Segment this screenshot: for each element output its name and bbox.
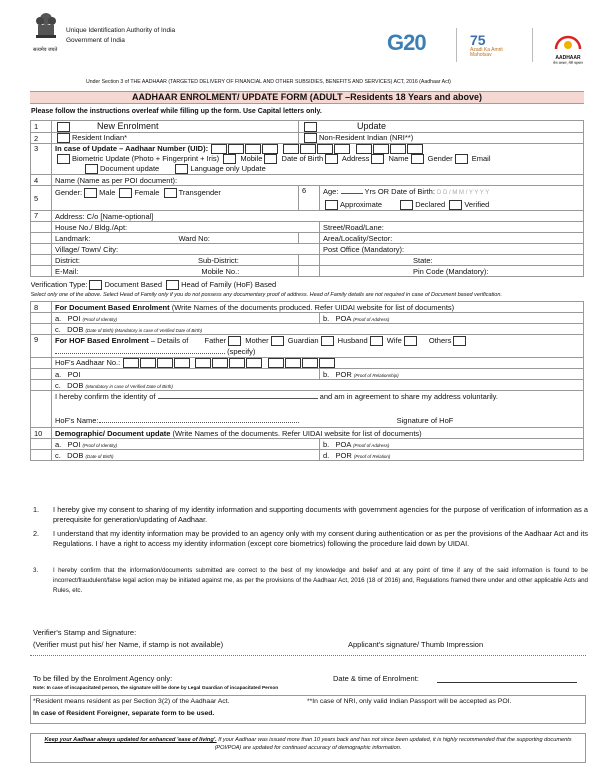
biometric-update-checkbox[interactable] — [57, 154, 70, 164]
new-enrolment-checkbox[interactable] — [57, 122, 70, 132]
applicant-signature[interactable]: Applicant's signature/ Thumb Impression — [348, 640, 484, 649]
language-update-checkbox[interactable] — [175, 164, 188, 174]
azadi-logo: 75 Azadi Ka Amrit Mahotsav — [470, 32, 503, 58]
approximate-checkbox[interactable] — [325, 200, 338, 210]
gender-update-checkbox[interactable] — [455, 154, 468, 164]
address-update-checkbox[interactable] — [371, 154, 384, 164]
org-gov: Government of India — [66, 37, 125, 44]
nri-note: **In case of NRI, only valid Indian Passport will be accepted as POI. — [307, 698, 512, 705]
document-update-checkbox[interactable] — [85, 164, 98, 174]
form-title: AADHAAR ENROLMENT/ UPDATE FORM (ADULT –Residents 18 Years and above) — [30, 91, 584, 104]
age-input[interactable] — [341, 193, 363, 194]
house-field[interactable]: House No./ Bldg./Apt: — [52, 222, 320, 233]
nri-checkbox[interactable] — [304, 133, 317, 143]
form-table: 1 New Enrolment Update 2 Resident Indian* Non-Resident Indian (NRI**) 3 In case of Update – Aadhaar Number (UID): Biometric Update (Photo + Fingerprint + Iris) Mobile Date of Birth Address Name Gender Email Document update Language only Update 4 Name (Name as per POI document): 5 Gender: Male Female Transgender 6 Age: Yrs OR Date of Birth: D D / M M / Y Y Y Y Approximate Declared Verified 7 Address: C/o [Name-optional] House No./ Bldg./Apt: Street/Road/Lane: Landmark: Ward No: Area/Locality/Sector: Village/ Town/ City: Post Office (Mandatory): District: Sub-District: State: E-Mail: Mobile No.: Pin Code (Mandatory): Verification Type: Document Based Head of Family (HoF) Based Select only one of the above. Select Head of Family only if you do not possess any documentary proof of address. Head of Family details are not required in case of Document based verification. 8 For Document Based Enrolment (Write Names of the documents produced. Refer UIDAI website for list of documents) a. POI (Proof of Identity) b. POA (Proof of Address) c. DOB (Date of Birth) (Mandatory in case of Verified Date of Birth) 9 For HOF Based Enrolment – Details of Father Mother Guardian Husband Wife Others (specify) HoF's Aadhaar No.: a. POI b. POR (Proof of Relationship) c. DOB (Mandatory in case of Verified Date of Birth) I hereby confirm the identity of and am in agreement to share my address voluntarily. HoF's Name: Signature of HoF 10 Demographic/ Document update (Write Names of the documents. Refer UIDAI website for list of documents) a. POI (Proof of Identity) b. POA (Proof of Address) c. DOB (Date of Birth) d. POR (Proof of Relation) — [30, 120, 584, 461]
name-update-checkbox[interactable] — [411, 154, 424, 164]
foreigner-note: In case of Resident Foreigner, separate form to be used. — [33, 710, 215, 717]
transgender-checkbox[interactable] — [164, 188, 177, 198]
verification-doc-checkbox[interactable] — [89, 280, 102, 290]
update-reminder: Keep your Aadhaar always updated for enhanced 'ease of living'. If your Aadhaar was issued more than 10 years back and has not since been updated, it is highly recommended that the supporting documents (POI/POA) are updated for continued accuracy of demographic information. — [30, 733, 586, 763]
husband-checkbox[interactable] — [370, 336, 383, 346]
declared-checkbox[interactable] — [400, 200, 413, 210]
incapacitated-note: Note: In case of incapacitated person, the signature will be done by Legal Guardian of incapacitated Person — [33, 686, 279, 691]
mother-checkbox[interactable] — [271, 336, 284, 346]
male-checkbox[interactable] — [84, 188, 97, 198]
notes-box — [30, 695, 586, 724]
date-time-label: Date & time of Enrolment: — [333, 674, 419, 683]
aadhaar-logo: AADHAAR मेरा आधार, मेरी पहचान — [546, 32, 590, 66]
org-name: Unique Identification Authority of India — [66, 27, 176, 34]
dob-input[interactable]: D D / M M / Y Y Y Y — [437, 190, 490, 197]
date-time-input[interactable] — [437, 682, 577, 683]
father-checkbox[interactable] — [228, 336, 241, 346]
update-checkbox[interactable] — [304, 122, 317, 132]
verification-hof-checkbox[interactable] — [166, 280, 179, 290]
name-field[interactable]: Name (Name as per POI document): — [52, 175, 584, 186]
act-line: Under Section 3 of THE AADHAAR (TARGETED DELIVERY OF FINANCIAL AND OTHER SUBSIDIES, BENEFITS AND SERVICES) ACT, 2016 (Aadhaar Act) — [86, 79, 451, 85]
declaration-1: 1. I hereby give my consent to sharing of my identity information and supporting documents with government agencies for the purpose of verification of information as a prerequisite for generation/updating of Aadhaar. — [33, 505, 588, 524]
emblem-caption: सत्यमेव जयते — [33, 47, 58, 53]
village-field[interactable]: Village/ Town/ City: — [52, 244, 320, 255]
declaration-2: 2. I understand that my identity information may be provided to an agency only with my consent during authentication or as per the provisions of the Aadhaar Act and its Regulations. I have a right to access my identity information (except core biometrics) following the procedure laid down by UIDAI. — [33, 529, 588, 548]
resident-note: *Resident means resident as per Section 3(2) of the Aadhaar Act. — [33, 698, 230, 705]
instructions: Please follow the instructions overleaf while filling up the form. Use Capital letters only. — [31, 108, 322, 115]
g20-logo: G20 — [387, 30, 426, 55]
declaration-3: 3. I hereby confirm that the information/documents submitted are correct to the best of my knowledge and belief and at any point of time if any of the said information is found to be incorrect/fraudulent/false legal action may be initiated against me, as per the provisions of the Aadhaar Act, 2016 (18 of 2016) and, Regulations framed there under and other applicable Acts and Rules, etc. — [33, 567, 588, 594]
national-emblem — [31, 10, 61, 46]
mobile-update-checkbox[interactable] — [264, 154, 277, 164]
guardian-checkbox[interactable] — [321, 336, 334, 346]
others-checkbox[interactable] — [453, 336, 466, 346]
area-field[interactable]: Area/Locality/Sector: — [320, 233, 584, 244]
wife-checkbox[interactable] — [404, 336, 417, 346]
biometric-box[interactable] — [223, 154, 236, 164]
female-checkbox[interactable] — [119, 188, 132, 198]
agency-fill-label: To be filled by the Enrolment Agency only: — [33, 674, 173, 683]
verifier-label: Verifier's Stamp and Signature: — [33, 628, 137, 637]
verified-checkbox[interactable] — [449, 200, 462, 210]
verifier-note: (Verifier must put his/ her Name, if stamp is not available) — [33, 640, 224, 649]
post-office-field[interactable]: Post Office (Mandatory): — [320, 244, 584, 255]
resident-checkbox[interactable] — [57, 133, 70, 143]
dob-update-checkbox[interactable] — [325, 154, 338, 164]
street-field[interactable]: Street/Road/Lane: — [320, 222, 584, 233]
